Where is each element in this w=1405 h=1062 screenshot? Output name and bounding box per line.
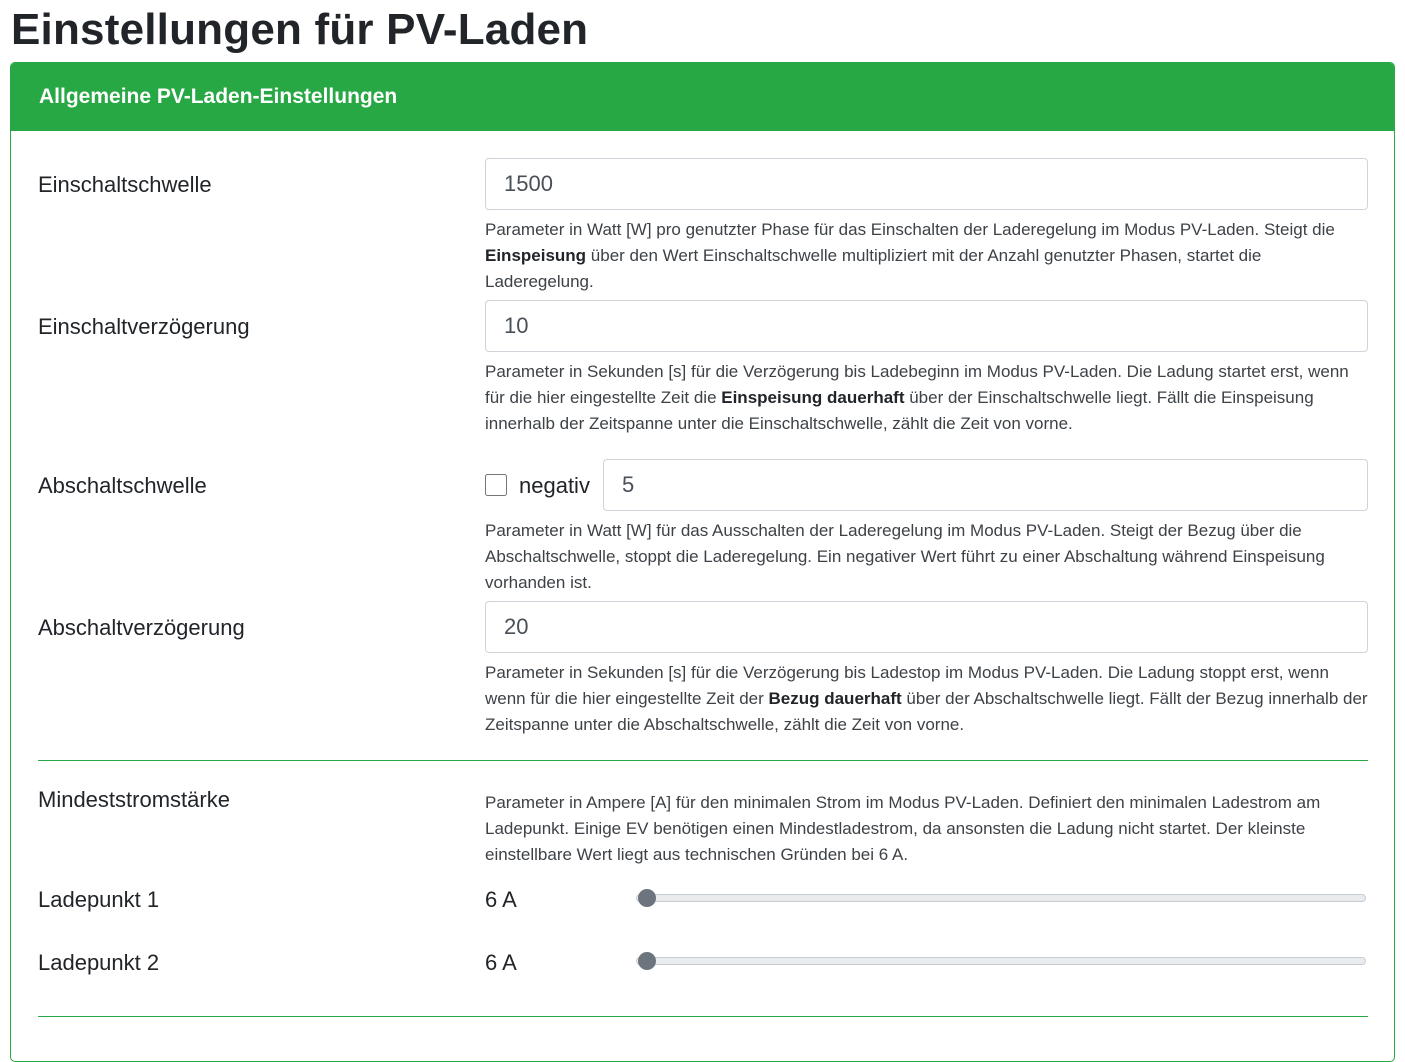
- ladepunkt-1-label: Ladepunkt 1: [38, 887, 160, 912]
- help-text: über der Einschaltschwelle liegt. Fällt die Einspeisung innerhalb der Zeitspanne unter die Einschaltschwelle, zählt die Zeit von vorne.: [485, 388, 1314, 433]
- mindeststrom-label: Mindeststromstärke: [38, 787, 230, 812]
- section-divider-bottom: [38, 1016, 1368, 1017]
- einschaltverzoegerung-help: [485, 359, 1370, 437]
- abschaltverzoegerung-input[interactable]: [485, 601, 1368, 653]
- einschaltschwelle-label: Einschaltschwelle: [38, 172, 212, 197]
- help-emphasis: Bezug dauerhaft: [768, 689, 902, 708]
- help-text: über den Wert Einschaltschwelle multipliziert mit der Anzahl genutzter Phasen, startet die Laderegelung.: [485, 246, 1262, 291]
- ladepunkt-2-slider-thumb[interactable]: [638, 952, 656, 970]
- einschaltschwelle-help: [485, 217, 1370, 295]
- abschaltschwelle-input[interactable]: [603, 459, 1368, 511]
- section-divider: [38, 760, 1368, 761]
- ladepunkt-2-value: 6 A: [485, 950, 517, 975]
- ladepunkt-1-slider-thumb[interactable]: [638, 889, 656, 907]
- help-text: Parameter in Sekunden [s] für die Verzögerung bis Ladestop im Modus PV-Laden. Die Ladung stoppt erst, wenn wenn für die hier eingestellte Zeit der: [485, 663, 1329, 708]
- card-header: Allgemeine PV-Laden-Einstellungen: [11, 63, 1394, 131]
- abschaltverzoegerung-label: Abschaltverzögerung: [38, 615, 245, 640]
- page-title: Einstellungen für PV-Laden: [11, 5, 589, 54]
- help-emphasis: Einspeisung dauerhaft: [721, 388, 905, 407]
- abschaltschwelle-negativ-label[interactable]: negativ: [519, 473, 590, 498]
- help-text: über der Abschaltschwelle liegt. Fällt der Bezug innerhalb der Zeitspanne unter die Abschaltschwelle, zählt die Zeit von vorne.: [485, 689, 1368, 734]
- help-text: Parameter in Watt [W] pro genutzter Phase für das Einschalten der Laderegelung im Modus PV-Laden. Steigt die: [485, 220, 1335, 239]
- help-text: Parameter in Sekunden [s] für die Verzögerung bis Ladebeginn im Modus PV-Laden. Die Ladung startet erst, wenn für die hier eingestellte Zeit die: [485, 362, 1349, 407]
- help-emphasis: Einspeisung: [485, 246, 587, 265]
- einschaltverzoegerung-input[interactable]: [485, 300, 1368, 352]
- settings-form: [10, 0, 1395, 1023]
- abschaltschwelle-help: Parameter in Watt [W] für das Ausschalten der Laderegelung im Modus PV-Laden. Steigt der Bezug über die Abschaltschwelle, stoppt die Laderegelung. Ein negativer Wert führt zu einer Abschaltung während Einspeisung vorhanden ist.: [485, 521, 1325, 592]
- ladepunkt-2-slider[interactable]: [636, 957, 1366, 965]
- mindeststrom-help: Parameter in Ampere [A] für den minimalen Strom im Modus PV-Laden. Definiert den minimalen Ladestrom am Ladepunkt. Einige EV benötigen einen Mindestladestrom, da ansonsten die Ladung nicht startet. Der kleinste einstellbare Wert liegt aus technischen Gründen bei 6 A.: [485, 793, 1321, 864]
- abschaltschwelle-label: Abschaltschwelle: [38, 473, 207, 498]
- abschaltschwelle-negativ-checkbox[interactable]: [485, 474, 507, 496]
- abschaltverzoegerung-help: [485, 660, 1370, 738]
- ladepunkt-1-value: 6 A: [485, 887, 517, 912]
- ladepunkt-1-slider[interactable]: [636, 894, 1366, 902]
- ladepunkt-2-label: Ladepunkt 2: [38, 950, 160, 975]
- einschaltverzoegerung-label: Einschaltverzögerung: [38, 314, 250, 339]
- einschaltschwelle-input[interactable]: [485, 158, 1368, 210]
